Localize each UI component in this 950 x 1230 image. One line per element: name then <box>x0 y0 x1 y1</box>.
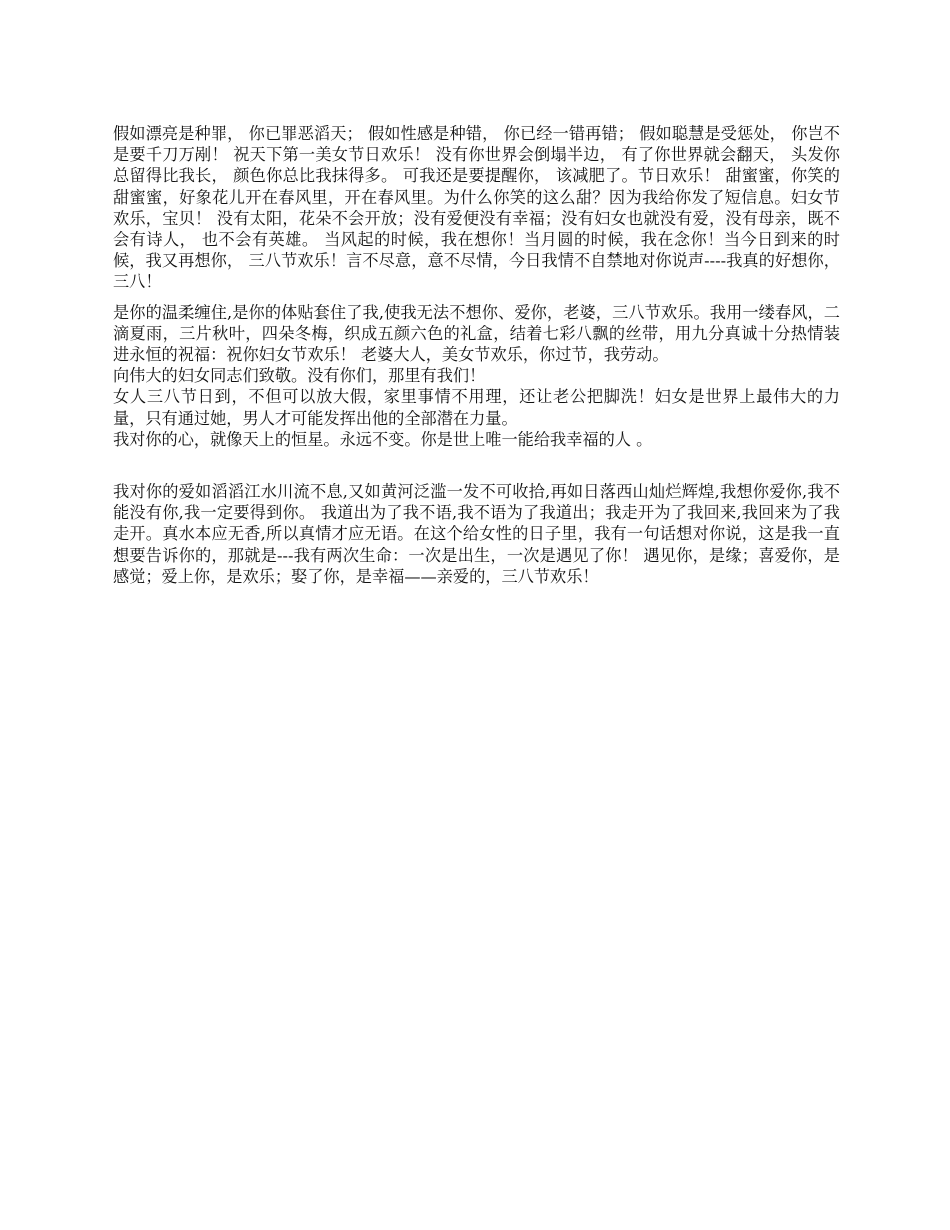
paragraph-3: 向伟大的妇女同志们致敬。没有你们，那里有我们！ <box>113 366 486 386</box>
paragraph-spacer <box>113 293 840 302</box>
document-body <box>113 123 840 587</box>
paragraph-1: 假如漂亮是种罪， 你已罪恶滔天； 假如性感是种错， 你已经一错再错； 假如聪慧是受惩处， 你岂不是要千刀万剐！ 祝天下第一美女节日欢乐！ 没有你世界会倒塌半边， 有了你世界就会翻天， 头发你总留得比我长， 颜色你总比我抹得多。 可我还是要提醒你， 该减肥了。节日欢乐！ 甜蜜蜜，你笑的甜蜜蜜，好象花儿开在春风里，开在春风里。为什么你笑的这么甜？因为我给你发了短信息。妇女节欢乐，宝贝！ 没有太阳，花朵不会开放；没有爱便没有幸福；没有妇女也就没有爱，没有母亲，既不会有诗人， 也不会有英雄。 当风起的时候，我在想你！当月圆的时候，我在念你！当今日到来的时候，我又再想你， 三八节欢乐！言不尽意，意不尽情，今日我情不自禁地对你说声----我真的好想你，三八！ <box>113 124 840 292</box>
paragraph-6: 我对你的爱如滔滔江水川流不息,又如黄河泛滥一发不可收拾,再如日落西山灿烂辉煌,我想你爱你,我不能没有你,我一定要得到你。 我道出为了我不语,我不语为了我道出；我走开为了我回来,我回来为了我走开。真水本应无香,所以真情才应无语。在这个给女性的日子里，我有一句话想对你说，这是我一直想要告诉你的，那就是---我有两次生命：一次是出生，一次是遇见了你！ 遇见你，是缘；喜爱你，是感觉；爱上你，是欢乐；娶了你，是幸福——亲爱的，三八节欢乐！ <box>113 482 840 586</box>
paragraph-2: 是你的温柔缠住,是你的体贴套住了我,使我无法不想你、爱你，老婆，三八节欢乐。我用一缕春风，二滴夏雨，三片秋叶，四朵冬梅，织成五颜六色的礼盒，结着七彩八飘的丝带，用九分真诚十分热情装进永恒的祝福：祝你妇女节欢乐！ 老婆大人，美女节欢乐，你过节，我劳动。 <box>113 302 840 365</box>
paragraph-5: 我对你的心，就像天上的恒星。永远不变。你是世上唯一能给我幸福的人 。 <box>113 429 653 449</box>
paragraph-4: 女人三八节日到，不但可以放大假，家里事情不用理，还让老公把脚洗！妇女是世界上最伟大的力量，只有通过她，男人才可能发挥出他的全部潜在力量。 <box>113 387 840 428</box>
paragraph-spacer <box>113 450 840 481</box>
